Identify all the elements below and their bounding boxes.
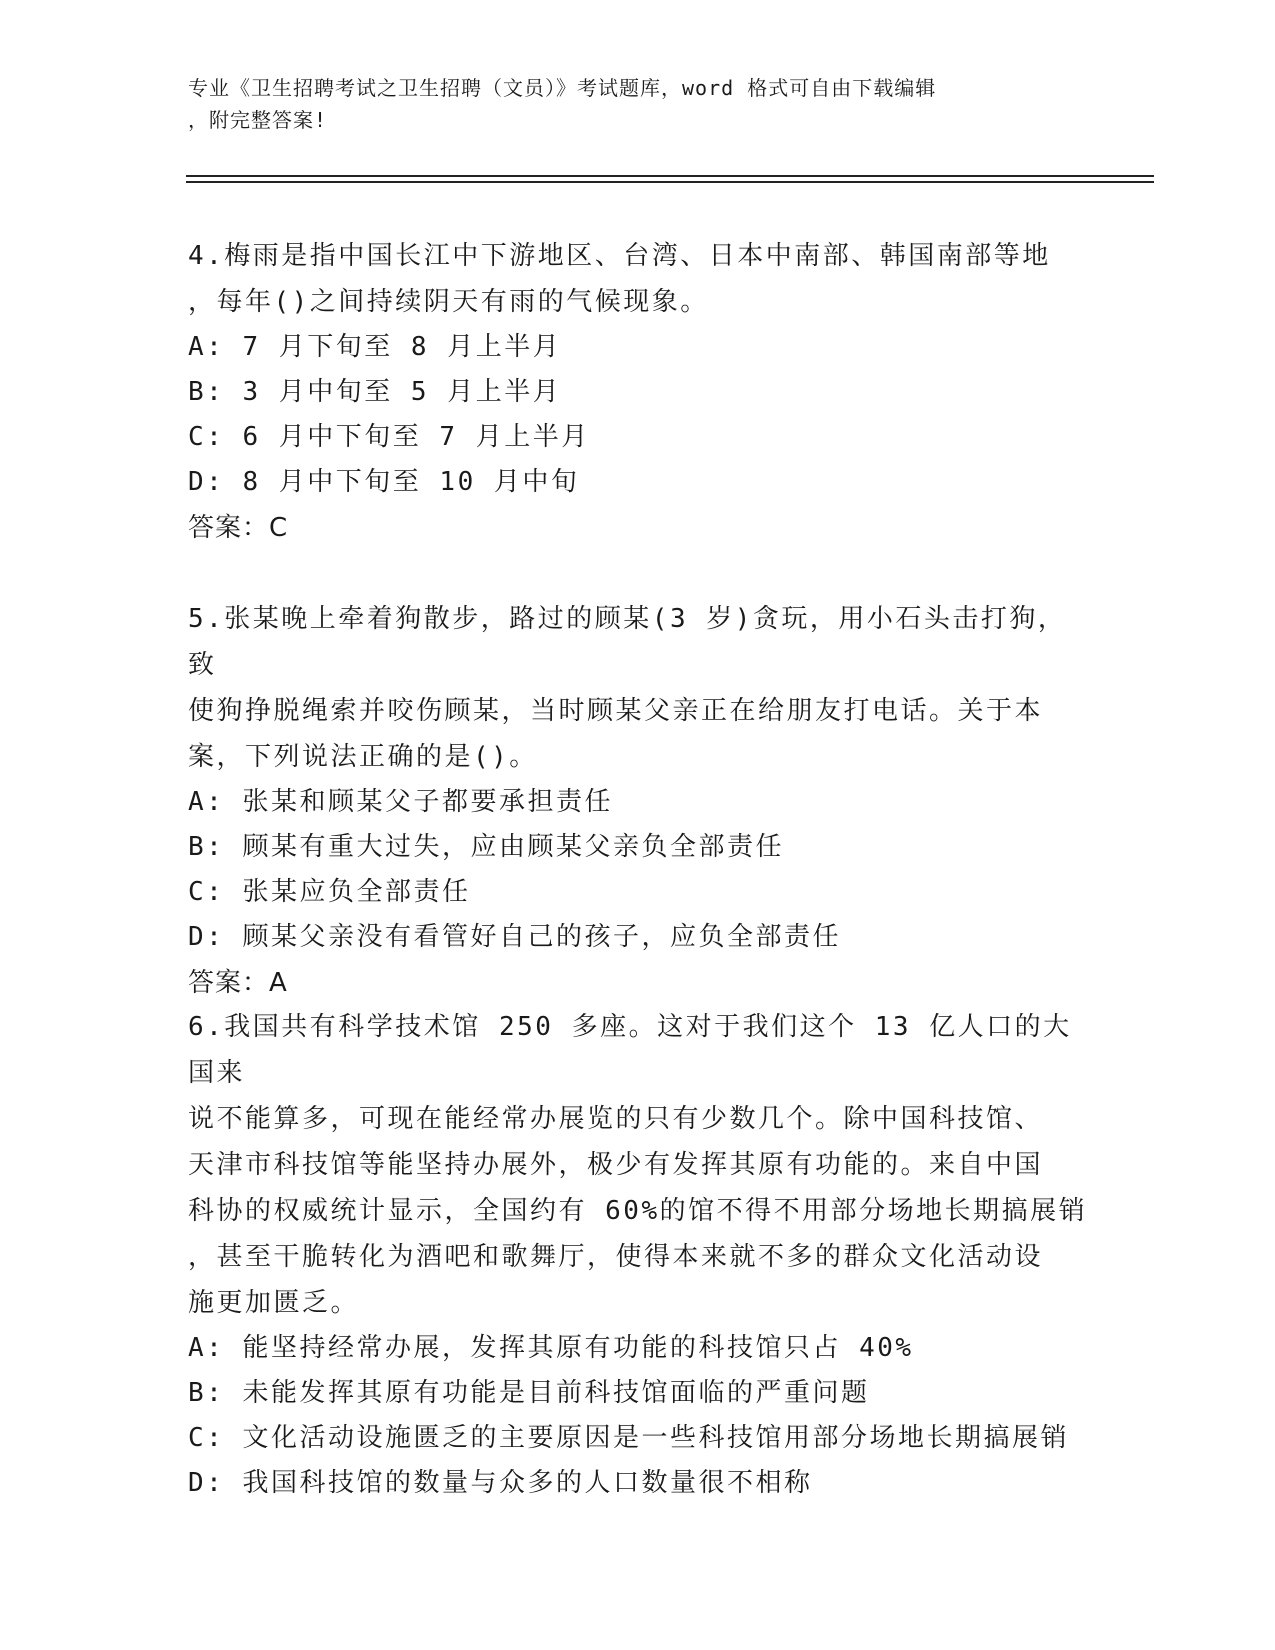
question-4	[188, 233, 1088, 551]
answer-line: 答案：C	[188, 513, 289, 543]
option-d: D: 我国科技馆的数量与众多的人口数量很不相称	[188, 1468, 813, 1498]
question-stem-line: 天津市科技馆等能坚持办展外，极少有发挥其原有功能的。来自中国	[188, 1150, 1044, 1180]
option-a: A: 7 月下旬至 8 月上半月	[188, 332, 562, 362]
option-c: C: 6 月中下旬至 7 月上半月	[188, 422, 590, 452]
header-line-2: ，附完整答案!	[188, 108, 328, 132]
option-a: A: 张某和顾某父子都要承担责任	[188, 787, 613, 817]
question-6	[188, 1004, 1088, 1506]
question-stem-line: ，甚至干脆转化为酒吧和歌舞厅，使得本来就不多的群众文化活动设	[188, 1242, 1044, 1272]
option-d: D: 8 月中下旬至 10 月中旬	[188, 467, 580, 497]
answer-line: 答案：A	[188, 968, 288, 998]
question-stem-line: 案，下列说法正确的是()。	[188, 742, 538, 772]
option-b: B: 3 月中旬至 5 月上半月	[188, 377, 562, 407]
option-b: B: 未能发挥其原有功能是目前科技馆面临的严重问题	[188, 1378, 870, 1408]
option-c: C: 文化活动设施匮乏的主要原因是一些科技馆用部分场地长期搞展销	[188, 1423, 1069, 1453]
question-stem-line: 5.张某晚上牵着狗散步，路过的顾某(3 岁)贪玩，用小石头击打狗，致	[188, 604, 1067, 680]
question-stem-line: 使狗挣脱绳索并咬伤顾某，当时顾某父亲正在给朋友打电话。关于本	[188, 696, 1044, 726]
option-d: D: 顾某父亲没有看管好自己的孩子，应负全部责任	[188, 922, 841, 952]
header-divider	[186, 175, 1154, 183]
question-stem-line: 说不能算多，可现在能经常办展览的只有少数几个。除中国科技馆、	[188, 1104, 1044, 1134]
option-a: A: 能坚持经常办展，发挥其原有功能的科技馆只占 40%	[188, 1333, 914, 1363]
document-header	[188, 72, 1088, 136]
question-stem-line: ，每年()之间持续阴天有雨的气候现象。	[188, 287, 709, 317]
question-5	[188, 596, 1088, 1006]
option-c: C: 张某应负全部责任	[188, 877, 471, 907]
question-stem-line: 科协的权威统计显示，全国约有 60%的馆不得不用部分场地长期搞展销	[188, 1196, 1088, 1226]
header-line-1: 专业《卫生招聘考试之卫生招聘（文员）》考试题库，word 格式可自由下载编辑	[188, 76, 937, 100]
question-stem-line: 4.梅雨是指中国长江中下游地区、台湾、日本中南部、韩国南部等地	[188, 241, 1051, 271]
question-stem-line: 施更加匮乏。	[188, 1288, 360, 1318]
option-b: B: 顾某有重大过失，应由顾某父亲负全部责任	[188, 832, 784, 862]
question-stem-line: 6.我国共有科学技术馆 250 多座。这对于我们这个 13 亿人口的大国来	[188, 1012, 1072, 1088]
